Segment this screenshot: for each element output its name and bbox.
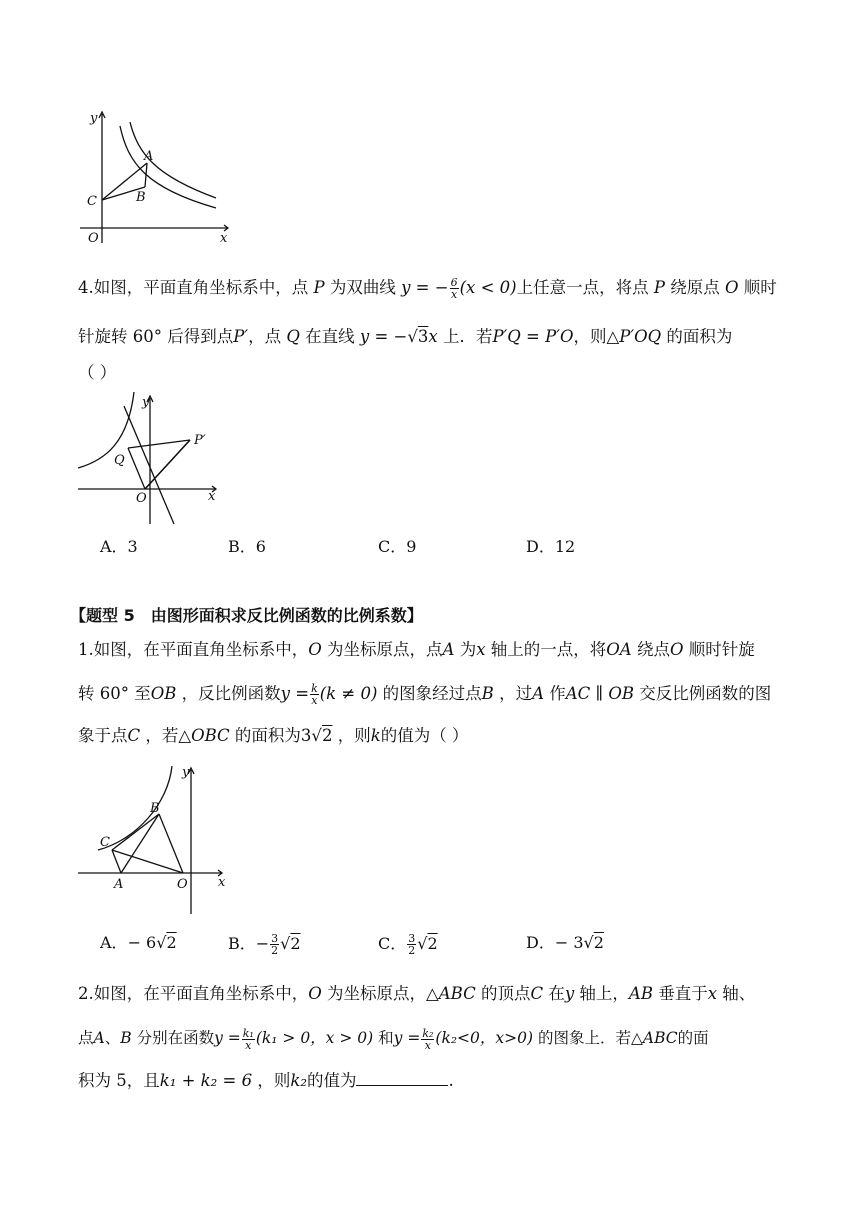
- label-x: x: [220, 231, 228, 246]
- label-o: O: [88, 231, 99, 246]
- figure-hyperbolas-abc: [76, 108, 236, 248]
- p1-option-d[interactable]: D．− 3√2: [526, 933, 604, 952]
- q4-line3: （ ）: [78, 363, 117, 382]
- section-heading: 【题型 5 由图形面积求反比例函数的比例系数】: [70, 606, 423, 625]
- p2-line2: 点A、B 分别在函数y = $\frac{\text{k₁}}{x}$ (k₁ > 0，x > 0) 和y = $\frac{\text{k₂}}{x}$ (k₂<0，x>0) 的图象上．若△ABC的面: [78, 1026, 709, 1052]
- label-q: Q: [114, 453, 125, 468]
- q4-option-d[interactable]: D．12: [526, 537, 576, 556]
- label-p-prime: P′: [194, 433, 206, 448]
- p2-line1: 2.如图，在平面直角坐标系中，O 为坐标原点，△ABC 的顶点C 在y 轴上，AB 垂直于x 轴、: [78, 984, 756, 1003]
- q4-line2: 针旋转 60° 后得到点P′，点 Q 在直线 y = −√3x 上．若P′Q = P′O，则△P′OQ 的面积为: [78, 327, 733, 346]
- label-c: C: [100, 835, 110, 850]
- label-x: x: [218, 875, 226, 890]
- label-y: y: [90, 111, 98, 126]
- label-a: A: [114, 877, 124, 892]
- figure-rotation-pq: [76, 390, 226, 530]
- p2-line3: 积为 5，且k₁ + k₂ = 6 ，则k₂的值为 .: [78, 1071, 454, 1090]
- inner-hyperbola: [120, 126, 216, 208]
- label-y: y: [142, 395, 150, 410]
- label-o: O: [177, 877, 188, 892]
- q4-option-a[interactable]: A．3: [100, 537, 138, 556]
- label-b: B: [150, 801, 160, 816]
- outer-hyperbola: [130, 122, 216, 198]
- q4-line1: 4.如图，平面直角坐标系中，点 P 为双曲线 y = − $\frac{6}{x}$ (x < 0)上任意一点，将点 P 绕原点 O 顺时: [78, 276, 777, 301]
- figure-rotation-oab: [76, 764, 236, 919]
- label-x: x: [208, 489, 216, 504]
- p1-line1: 1.如图，在平面直角坐标系中，O 为坐标原点，点A 为x 轴上的一点，将OA 绕点O 顺时针旋: [78, 640, 755, 659]
- p1-option-c[interactable]: C． $\frac{3}{2}$ √2: [378, 932, 438, 957]
- hyperbola-curve: [78, 392, 134, 468]
- p1-line2: 转 60° 至OB ，反比例函数y = $\frac{k}{x}$ (k ≠ 0) 的图象经过点B ，过A 作AC ∥ OB 交反比例函数的图: [78, 682, 772, 707]
- p1-option-a[interactable]: A．− 6√2: [100, 933, 177, 952]
- label-a: A: [144, 149, 154, 164]
- label-o: O: [136, 491, 147, 506]
- answer-blank[interactable]: [356, 1069, 448, 1086]
- label-b: B: [136, 190, 146, 205]
- p1-option-b[interactable]: B．− $\frac{3}{2}$ √2: [228, 932, 301, 957]
- q4-option-b[interactable]: B．6: [228, 537, 266, 556]
- label-c: C: [87, 194, 97, 209]
- p1-line3: 象于点C ，若△OBC 的面积为3√2 ，则k的值为（ ）: [78, 726, 469, 745]
- q4-option-c[interactable]: C．9: [378, 537, 417, 556]
- label-y: y: [182, 765, 190, 780]
